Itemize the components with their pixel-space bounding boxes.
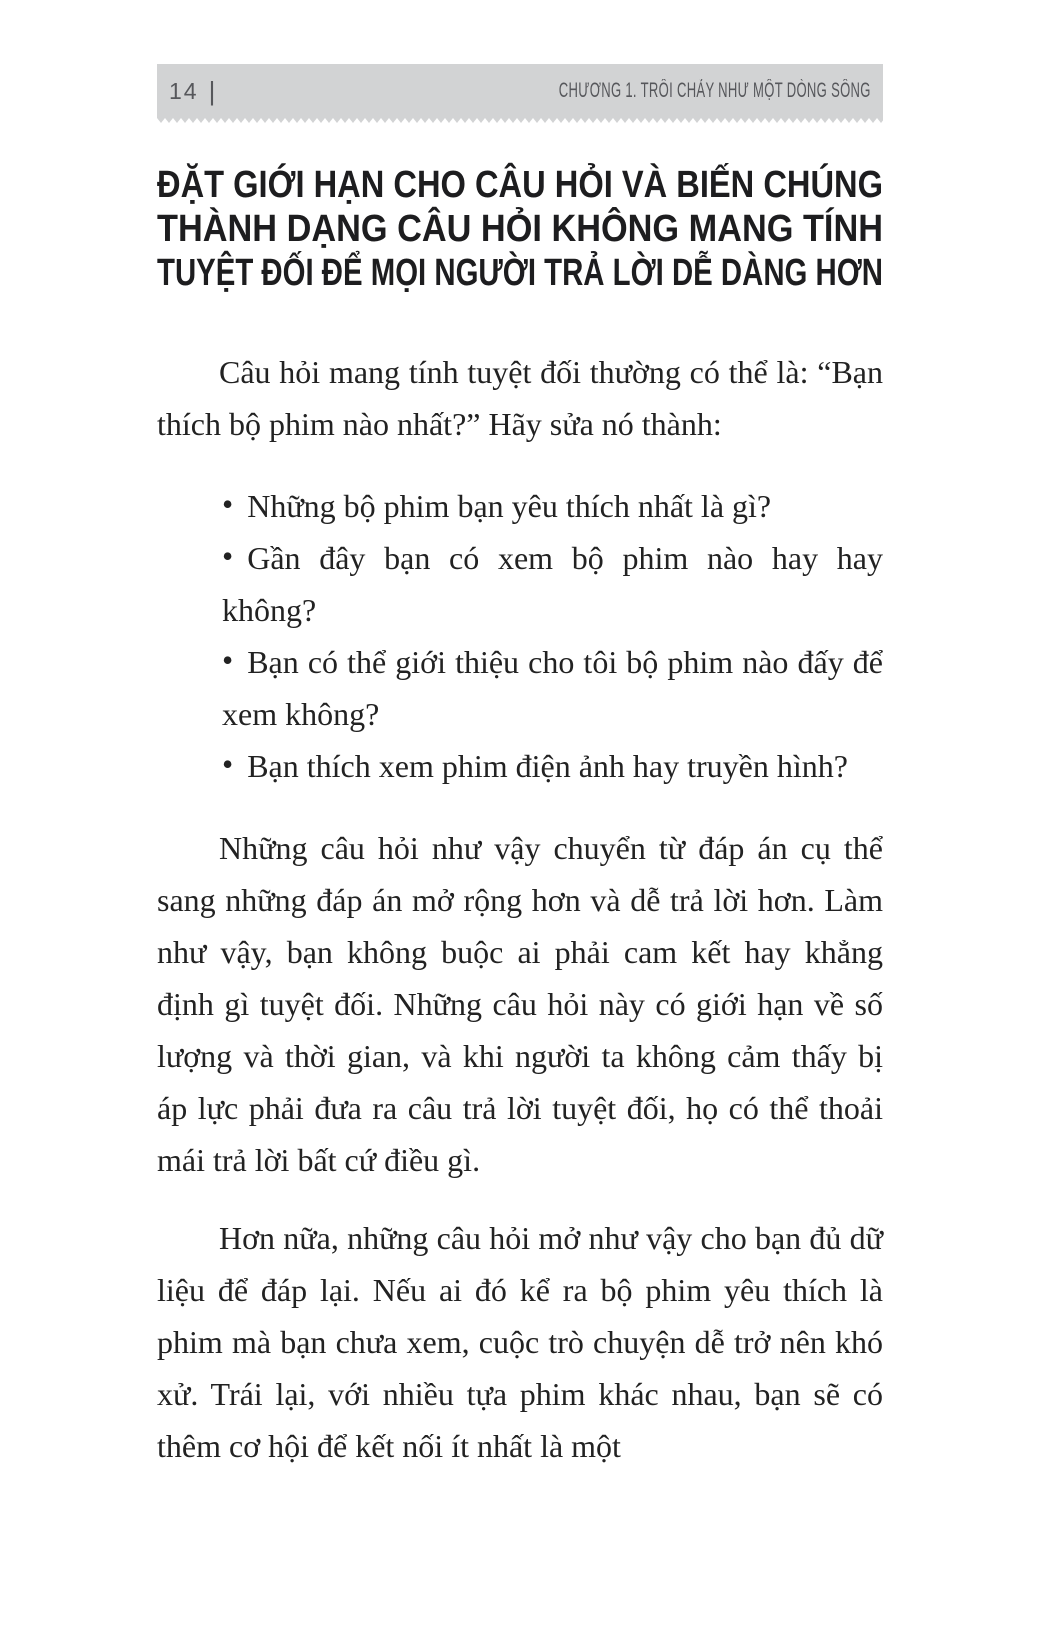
body-text-column [157, 346, 883, 1472]
chapter-title: CHƯƠNG 1. TRÔI CHẢY NHƯ MỘT DÒNG SÔNG [559, 79, 871, 102]
page-header [157, 64, 883, 118]
paragraph: Câu hỏi mang tính tuyệt đối thường có thể là: “Bạn thích bộ phim nào nhất?” Hãy sửa nó thành: [157, 354, 883, 442]
bullet-icon: • [222, 642, 234, 678]
heading-line [157, 207, 883, 251]
heading-line-text: THÀNH DẠNG CÂU HỎI KHÔNG MANG TÍNH [157, 208, 883, 250]
page-number-block [169, 78, 217, 105]
list-item-text: Bạn thích xem phim điện ảnh hay truyền hình? [247, 748, 848, 784]
paragraph: Hơn nữa, những câu hỏi mở như vậy cho bạn đủ dữ liệu để đáp lại. Nếu ai đó kể ra bộ phim yêu thích là phim mà bạn chưa xem, cuộc trò chuyện dễ trở nên khó xử. Trái lại, với nhiều tựa phim khác nhau, bạn sẽ có thêm cơ hội để kết nối ít nhất là một [157, 1220, 883, 1464]
heading-line [157, 163, 883, 207]
list-item [222, 480, 883, 532]
list-item-text: Những bộ phim bạn yêu thích nhất là gì? [247, 488, 772, 524]
list-item [222, 636, 883, 740]
heading-line-text: ĐẶT GIỚI HẠN CHO CÂU HỎI VÀ BIẾN CHÚNG [157, 164, 883, 206]
page-number: 14 [169, 77, 199, 104]
bullet-icon: • [222, 538, 234, 574]
list-item-text: Gần đây bạn có xem bộ phim nào hay hay không? [222, 540, 883, 628]
list-item [222, 532, 883, 636]
bullet-icon: • [222, 486, 234, 522]
list-item-text: Bạn có thể giới thiệu cho tôi bộ phim nào đấy để xem không? [222, 644, 883, 732]
heading-line-text: TUYỆT ĐỐI ĐỂ MỌI NGƯỜI TRẢ LỜI DỄ DÀNG HƠN [157, 252, 883, 294]
heading-line [157, 251, 883, 295]
perforated-edge [157, 118, 883, 124]
bullet-icon: • [222, 746, 234, 782]
question-list [157, 480, 883, 792]
header-separator: | [208, 76, 218, 106]
list-item [222, 740, 883, 792]
section-heading [157, 163, 883, 295]
paragraph: Những câu hỏi như vậy chuyển từ đáp án cụ thể sang những đáp án mở rộng hơn và dễ trả lời hơn. Làm như vậy, bạn không buộc ai phải cam kết hay khẳng định gì tuyệt đối. Những câu hỏi này có giới hạn về số lượng và thời gian, và khi người ta không cảm thấy bị áp lực phải đưa ra câu trả lời tuyệt đối, họ có thể thoải mái trả lời bất cứ điều gì. [157, 830, 883, 1178]
